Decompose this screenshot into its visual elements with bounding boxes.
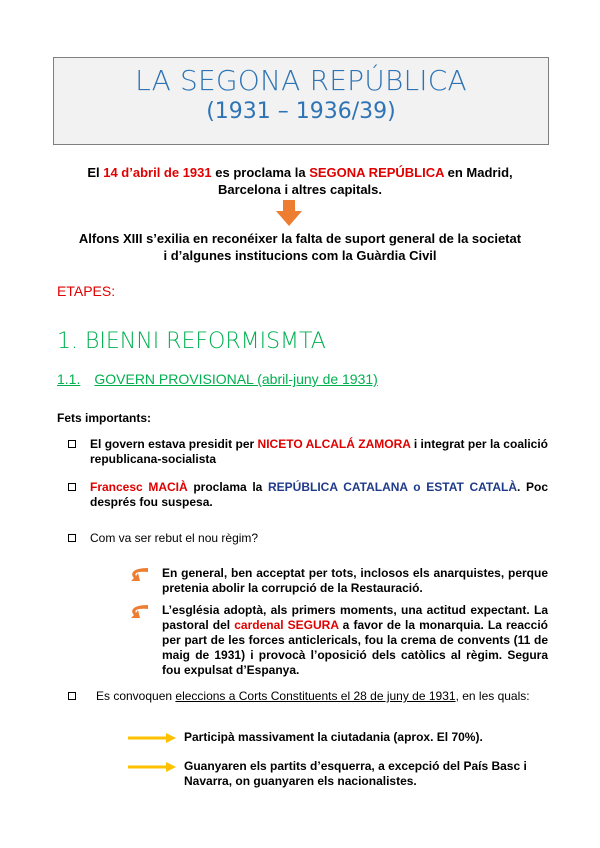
subsection-number: 1.1. — [57, 371, 81, 387]
list-item-text: Com va ser rebut el nou règim? — [90, 531, 259, 545]
sub-list-item-text: Guanyaren els partits d’esquerra, a excepció del País Basc i Navarra, on guanyaren els nacionalistes. — [184, 759, 527, 788]
arrow-right-icon — [128, 733, 176, 743]
intro-date: 14 d’abril de 1931 — [103, 165, 212, 180]
name-highlight: cardenal SEGURA — [234, 618, 339, 632]
republica-highlight: REPÚBLICA CATALANA o ESTAT CATALÀ — [268, 480, 517, 494]
sub-list-item — [128, 566, 548, 596]
section-heading: 1. BIENNI REFORMISMTA — [57, 329, 326, 354]
title-box — [53, 57, 549, 145]
list-item — [68, 437, 548, 467]
list-item-text: Francesc MACIÀ proclama la REPÚBLICA CATALANA o ESTAT CATALÀ. Poc després fou suspesa. — [90, 480, 548, 509]
intro-text: El — [87, 165, 104, 180]
intro-text-line2: Barcelona i altres capitals. — [217, 182, 383, 197]
list-item-text: Es convoquen eleccions a Corts Constituents el 28 de juny de 1931, en les quals: — [96, 689, 530, 703]
sub-list-item-text: L’església adoptà, als primers moments, una actitud expectant. La pastoral del cardenal SEGURA a favor de la monarquia. La reacció per part de les forces anticlericals, fou la crema de convents (11 de maig de 1931) i provocà l’oposició dels catòlics al règim. Segura fou expulsat d’Espanya. — [162, 603, 549, 677]
sub-list-item — [128, 730, 548, 745]
square-bullet-icon — [68, 483, 76, 491]
square-bullet-icon — [68, 534, 76, 542]
page-subtitle: (1931 – 1936/39) — [206, 99, 396, 124]
page-title: LA SEGONA REPÚBLICA — [135, 64, 467, 97]
fets-label: Fets importants: — [57, 411, 152, 425]
square-bullet-icon — [68, 440, 76, 448]
sub-list-item — [128, 603, 548, 678]
subsection-title: GOVERN PROVISIONAL (abril-juny de 1931) — [94, 371, 378, 387]
list-item — [68, 480, 548, 510]
square-bullet-icon — [68, 692, 76, 700]
name-highlight: Francesc MACIÀ — [90, 480, 188, 494]
intro-paragraph-2 — [60, 230, 540, 264]
list-item — [68, 689, 548, 704]
list-item — [68, 531, 548, 546]
intro-text: en Madrid, — [444, 165, 513, 180]
intro-paragraph-1 — [60, 164, 540, 198]
name-highlight: NICETO ALCALÁ ZAMORA — [257, 437, 411, 451]
arrow-down-icon — [276, 200, 302, 226]
sub-list-item-text: En general, ben acceptat per tots, inclosos els anarquistes, perque pretenia abolir la corrupció de la Restauració. — [162, 566, 548, 595]
elections-underline: eleccions a Corts Constituents el 28 de juny de 1931 — [175, 689, 456, 703]
subsection-heading — [57, 371, 378, 387]
sub-list-item — [128, 759, 548, 789]
intro-text: es proclama la — [211, 165, 310, 180]
intro-republica: SEGONA REPÚBLICA — [309, 165, 445, 180]
arrow-right-icon — [128, 762, 176, 772]
intro-text: Alfons XIII s’exilia en reconéixer la falta de suport general de la societat — [78, 231, 522, 246]
curved-arrow-icon — [128, 603, 150, 621]
intro-text: i d’algunes institucions com la Guàrdia Civil — [163, 248, 437, 263]
curved-arrow-icon — [128, 566, 150, 584]
etapes-label: ETAPES: — [57, 283, 116, 299]
list-item-text: El govern estava presidit per NICETO ALCALÁ ZAMORA i integrat per la coalició republicana-socialista — [90, 437, 548, 466]
sub-list-item-text: Participà massivament la ciutadania (aprox. El 70%). — [184, 730, 483, 744]
